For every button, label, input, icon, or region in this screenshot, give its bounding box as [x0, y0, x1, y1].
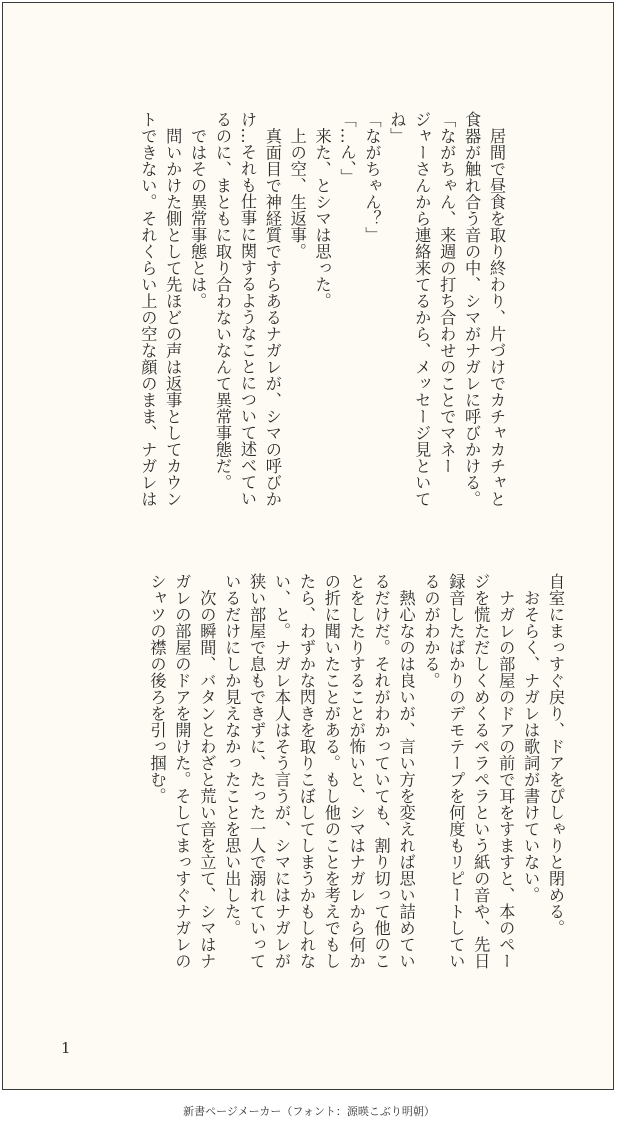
text-line: おそらく、ナガレは歌詞が書けていない。 [521, 573, 541, 903]
text-line: 「ながちゃん、来週の打ち合わせのことでマネー [437, 111, 457, 474]
text-line: 録音したばかりのデモテープを何度もリピートしてい [446, 573, 466, 969]
text-block-bottom [144, 573, 567, 1005]
text-line: 次の瞬間、バタンとわざと荒い音を立て、シマはナ [197, 573, 217, 969]
text-line: 真面目で神経質ですらあるナガレが、シマの呼びか [262, 111, 282, 507]
credit-caption: 新書ページメーカー（フォント：源暎こぶり明朝） [183, 1105, 435, 1118]
text-line: 「ながちゃん？」 [362, 111, 382, 243]
text-line: い、と。ナガレ本人はそう言うが、シマにはナガレが [272, 573, 292, 969]
text-line: の折に聞いたことがある。もし他のことを考えでもし [321, 573, 341, 969]
text-line: るのがわかる。 [421, 573, 441, 689]
text-line: ではその異常事態とは。 [188, 111, 208, 309]
text-line: ね」 [387, 111, 407, 144]
text-line: 狭い部屋で息もできずに、たった一人で溺れていって [247, 573, 267, 969]
text-line: 来た、とシマは思った。 [312, 111, 332, 309]
text-line: け…それも仕事に関するようなことについて述べてい [237, 111, 257, 507]
text-line: シャツの襟の後ろを引っ掴む。 [147, 573, 167, 804]
page-number: 1 [61, 1039, 71, 1057]
text-line: たら、わずかな閃きを取りこぼしてしまうかもしれな [296, 573, 316, 969]
text-line: ジャーさんから連絡来てるから、メッセージ見といて [412, 111, 432, 507]
text-line: るだけだ。それがわかっていても、割り切って他のこ [371, 573, 391, 969]
text-line: 問いかけた側として先ほどの声は返事としてカウン [163, 111, 183, 507]
text-line: るのに、まともに取り合わないなんて異常事態だ。 [213, 111, 233, 491]
text-line: 自室にまっすぐ戻り、ドアをぴしゃりと閉める。 [546, 573, 565, 936]
book-page [2, 2, 614, 1090]
text-block-top [134, 111, 508, 543]
text-line: いるだけにしか見えなかったことを思い出した。 [222, 573, 242, 936]
text-line: 居間で昼食を取り終わり、片づけでカチャカチャと [487, 111, 506, 507]
text-line: 熱心なのは良いが、言い方を変えれば思い詰めてい [396, 573, 416, 969]
text-line: ナガレの部屋のドアの前で耳をすますと、本のペー [496, 573, 516, 969]
text-line: ガレの部屋のドアを開けた。そしてまっすぐナガレの [172, 573, 192, 969]
text-line: トできない。それくらい上の空な顔のまま、ナガレは [138, 111, 158, 507]
text-line: 「…ん、」 [337, 111, 357, 186]
text-line: 上の空、生返事。 [287, 111, 307, 260]
text-line: 食器が触れ合う音の中、シマがナガレに呼びかける。 [462, 111, 482, 507]
text-line: ジを慌ただしくめくるペラペラという紙の音や、先日 [471, 573, 491, 969]
text-line: とをしたりすることが怖いと、シマはナガレから何か [346, 573, 366, 969]
